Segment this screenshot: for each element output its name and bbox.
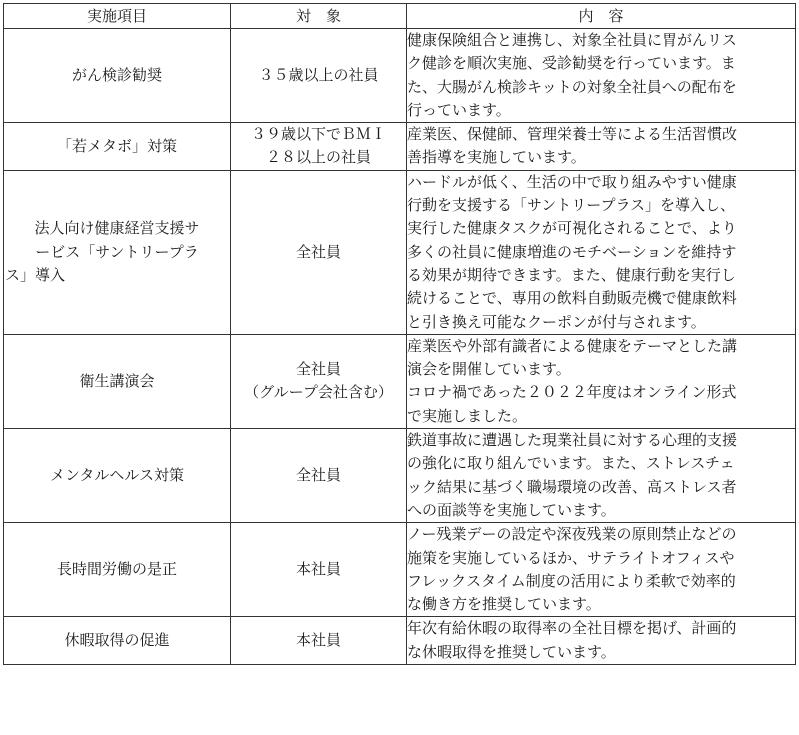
content-line: 行っています。 — [407, 100, 511, 119]
health-measures-table — [3, 3, 796, 665]
target-cell — [231, 429, 407, 523]
item-cell — [4, 170, 231, 334]
target-cell — [231, 123, 407, 171]
target-text: ２８以上の社員 — [265, 148, 371, 167]
content-line: 産業医や外部有識者による健康をテーマとした講 — [407, 336, 738, 355]
item-text: 「若メタボ」対策 — [56, 136, 177, 155]
content-line: コロナ禍であった２０２２年度はオンライン形式 — [407, 383, 737, 402]
content-line: 多くの社員に健康増進のモチベーションを維持す — [407, 242, 737, 261]
content-line: 実行した健康タスクが可視化されることで、より — [407, 219, 737, 238]
target-text: 本社員 — [295, 631, 341, 650]
content-line: ハードルが低く、生活の中で取り組みやすい健康 — [407, 172, 737, 191]
table-row — [4, 523, 796, 617]
item-cell — [4, 334, 231, 428]
item-cell — [4, 429, 231, 523]
content-cell — [407, 523, 796, 617]
table-row — [4, 123, 796, 171]
header-content: 内 容 — [407, 4, 796, 29]
target-text: 全社員 — [295, 465, 341, 484]
content-line: 鉄道事故に遭遇した現業社員に対する心理的支援 — [407, 431, 738, 450]
target-cell — [231, 29, 407, 123]
content-line: た、大腸がん検診キットの対象全社員への配布を — [407, 77, 737, 96]
item-text: 休暇取得の促進 — [64, 631, 170, 650]
table-header-row — [4, 4, 796, 29]
target-text: ３９歳以下でＢＭＩ — [250, 125, 386, 144]
content-line: ック結果に基づく職場環境の改善、高ストレス者 — [407, 477, 737, 496]
target-text: ３５歳以上の社員 — [258, 65, 379, 84]
item-cell — [4, 523, 231, 617]
content-cell — [407, 429, 796, 523]
item-text: メンタルヘルス対策 — [50, 465, 184, 484]
content-line: ノー残業デーの設定や深夜残業の原則禁止などの — [407, 525, 737, 544]
content-line: 施策を実施しているほか、サテライトオフィスや — [407, 548, 735, 567]
content-cell — [407, 617, 796, 665]
target-text: （グループ会社含む） — [244, 383, 393, 402]
content-line: フレックスタイム制度の活用により柔軟で効率的 — [407, 571, 736, 590]
content-line: 産業医、保健師、管理栄養士等による生活習慣改 — [407, 125, 738, 144]
table-row — [4, 617, 796, 665]
table-row — [4, 29, 796, 123]
content-line: と引き換え可能なクーポンが付与されます。 — [407, 312, 706, 331]
target-cell — [231, 170, 407, 334]
target-cell — [231, 523, 407, 617]
target-text: 全社員 — [295, 242, 341, 261]
item-text: 長時間労働の是正 — [56, 560, 177, 579]
target-cell — [231, 617, 407, 665]
content-cell — [407, 29, 796, 123]
content-line: 続けることで、専用の飲料自動販売機で健康飲料 — [407, 289, 737, 308]
item-cell — [4, 29, 231, 123]
item-text: 衛生講演会 — [79, 371, 155, 390]
item-text: ービス「サントリープラ — [35, 242, 199, 261]
content-line: る効果が期待できます。また、健康行動を実行し — [407, 265, 736, 284]
content-line: な働き方を推奨しています。 — [407, 595, 601, 614]
item-cell — [4, 617, 231, 665]
content-cell — [407, 170, 796, 334]
target-text: 全社員 — [295, 360, 341, 379]
content-line: ク健診を順次実施、受診勧奨を行っています。ま — [407, 54, 736, 73]
target-text: 本社員 — [295, 560, 341, 579]
item-text: 法人向け健康経営支援サ — [34, 219, 200, 238]
header-item: 実施項目 — [4, 4, 231, 29]
item-cell — [4, 123, 231, 171]
content-line: 年次有給休暇の取得率の全社目標を掲げ、計画的 — [407, 619, 737, 638]
content-line: 演会を開催しています。 — [407, 360, 571, 379]
item-text: ス」導入 — [5, 265, 66, 284]
content-cell — [407, 334, 796, 428]
target-cell — [231, 334, 407, 428]
header-target: 対 象 — [231, 4, 407, 29]
item-text: がん検診勧奨 — [71, 65, 162, 84]
table-row — [4, 334, 796, 428]
content-line: 善指導を実施しています。 — [407, 148, 586, 167]
content-line: への面談等を実施しています。 — [407, 500, 616, 519]
content-line: で実施しました。 — [407, 406, 528, 425]
content-cell — [407, 123, 796, 171]
content-line: 行動を支援する「サントリープラス」を導入し、 — [407, 196, 736, 215]
content-line: 健康保険組合と連携し、対象全社員に胃がんリス — [407, 31, 737, 49]
table-row — [4, 170, 796, 334]
content-line: の強化に取り組んでいます。また、ストレスチェ — [407, 454, 735, 473]
table-row — [4, 429, 796, 523]
content-line: な休暇取得を推奨しています。 — [407, 642, 616, 661]
